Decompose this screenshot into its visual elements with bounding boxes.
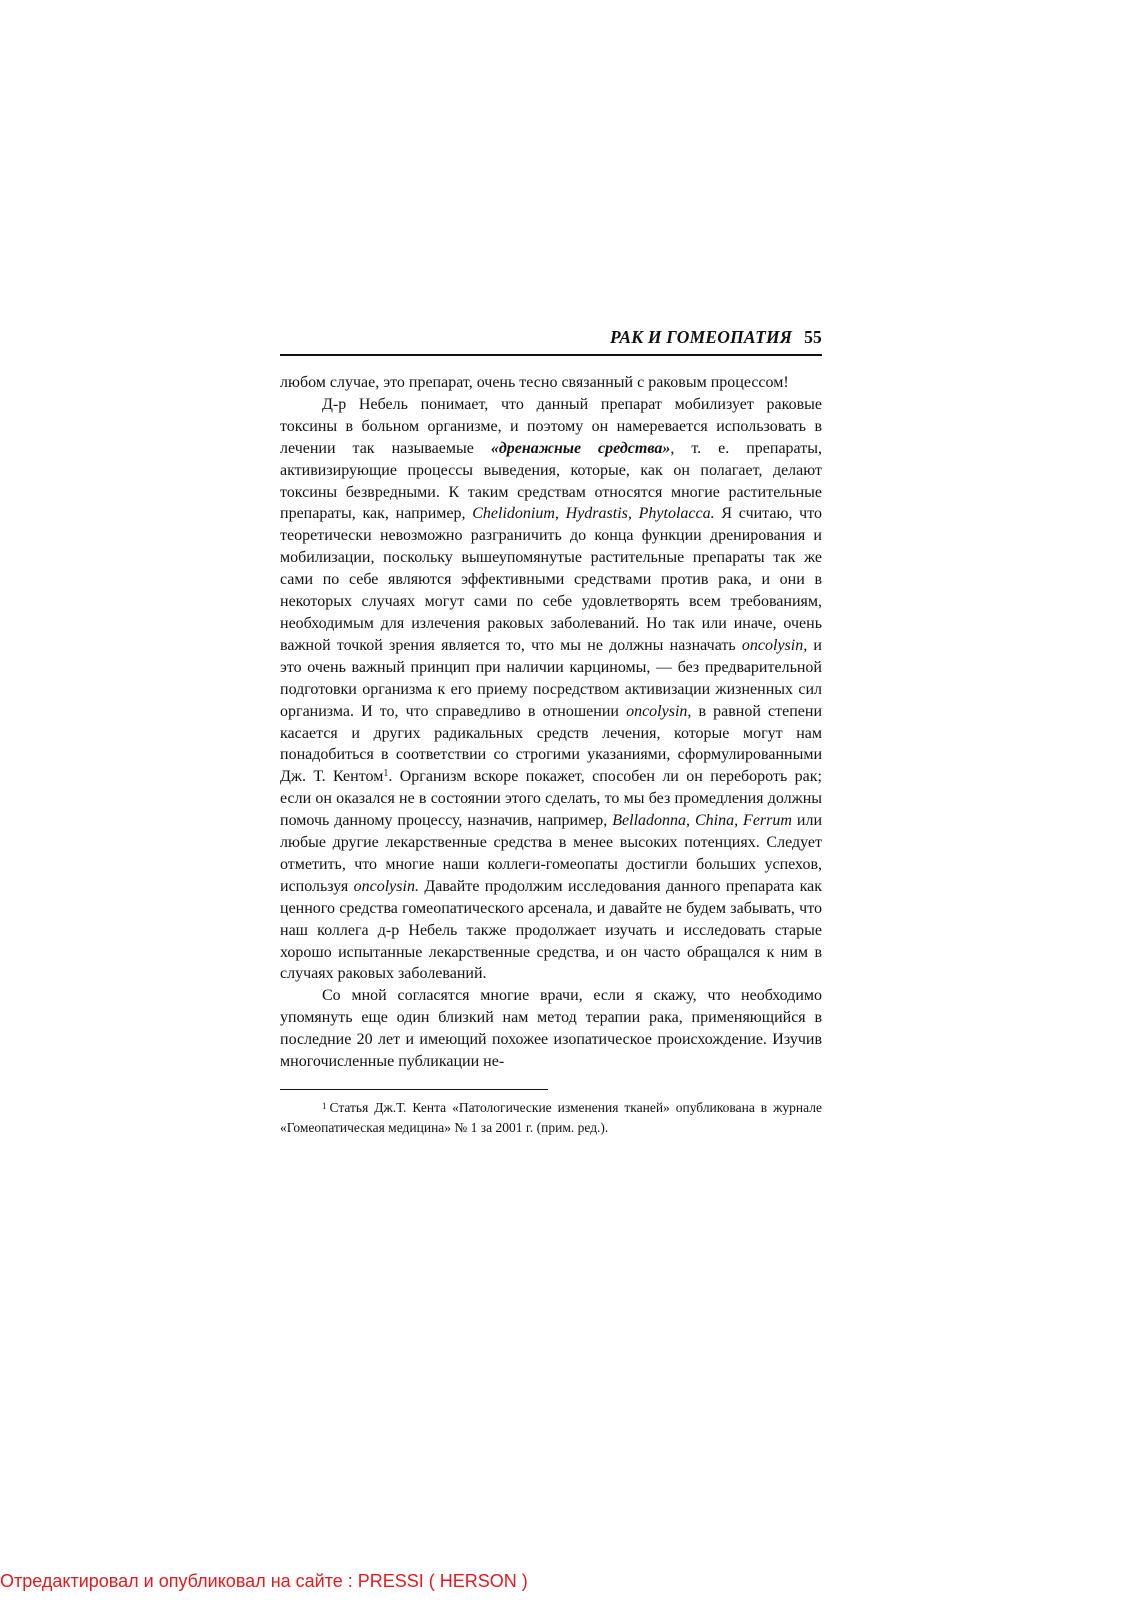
footnote-text: Статья Дж.Т. Кента «Патологические изменения тканей» опубликована в журнале «Гомеопатическая медицина» № 1 за 2001 г. (прим. ред.). (280, 1100, 822, 1135)
oncolysin-term-3: oncolysin. (353, 877, 419, 895)
paragraph-2-part-b: , т. е. препараты, активизирующие процессы выведения, которые, как он полагает, делают токсины безвредными. К таким средствам относятся многие растительные препараты, как, например, (280, 439, 822, 523)
paragraph-2-part-e: в равной степени касается и других радикальных средств лечения, которые могут нам понадобиться в соответствии со строгими указаниями, сформулированными Дж. Т. Кентом (280, 702, 823, 786)
paragraph-2 (280, 394, 822, 985)
paragraph-2-part-d: и это очень важный принцип при наличии карциномы, — без предварительной подготовки организма к его приему посредством активизации жизненных сил организма. И то, что справедливо в отношении (280, 636, 822, 720)
paragraph-2-part-g: или любые другие лекарственные средства в менее высоких потенциях. Следует отметить, что многие наши коллеги-гомеопаты достигли больших успехов, используя (280, 812, 822, 895)
body-text (280, 372, 822, 1073)
footnote-rule (280, 1089, 548, 1090)
remedy-list: Belladonna, China, Ferrum (612, 812, 792, 830)
publisher-watermark: Отредактировал и опубликовал на сайте : PRESSI ( HERSON ) (0, 1571, 528, 1591)
header-rule (280, 354, 822, 356)
drainage-term: «дренажные средства» (490, 439, 671, 457)
footnote-reference: 1 (383, 768, 389, 780)
book-page (280, 326, 822, 1138)
footnote-number: 1 (322, 1101, 327, 1111)
oncolysin-term-2: oncolysin, (626, 702, 692, 720)
paragraph-2-part-f: . Организм вскоре покажет, способен ли он перебороть рак; если он оказался не в состоянии этого сделать, то мы без промедления должны помочь данному процессу, назначив, например, (280, 768, 823, 830)
paragraph-3: Со мной согласятся многие врачи, если я скажу, что необходимо упомянуть еще один близкий нам метод терапии рака, применяющийся в последние 20 лет и имеющий похожее изопатическое происхождение. Изучив многочисленные публикации не- (280, 987, 822, 1071)
footnote (280, 1098, 822, 1138)
page-number: 55 (804, 327, 822, 347)
running-head (280, 326, 822, 348)
running-head-title: РАК И ГОМЕОПАТИЯ (610, 327, 793, 347)
paragraph-1: любом случае, это препарат, очень тесно связанный с раковым процессом! (280, 374, 789, 391)
plant-remedies: Chelidonium, Hydrastis, Phytolacca. (472, 505, 715, 523)
paragraph-2-part-a: Д-р Небель понимает, что данный препарат мобилизует раковые токсины в больном организме, и поэтому он намеревается использовать в лечении так называемые (280, 395, 822, 457)
oncolysin-term-1: oncolysin, (741, 636, 808, 654)
paragraph-2-part-h: Давайте продолжим исследования данного препарата как ценного средства гомеопатического арсенала, и давайте не будем забывать, что наш коллега д-р Небель также продолжает изучать и исследовать старые хорошо испытанные лекарственные средства, и он часто обращался к ним в случаях раковых заболеваний. (280, 877, 823, 983)
paragraph-2-part-c: Я считаю, что теоретически невозможно разграничить до конца функции дренирования и мобилизации, поскольку вышеупомянутые растительные препараты так же сами по себе являются эффективными средствами против рака, и они в некоторых случаях могут сами по себе удовлетворять всем требованиям, необходимым для излечения раковых заболеваний. Но так или иначе, очень важной точкой зрения является то, что мы не должны назначать (280, 505, 823, 654)
